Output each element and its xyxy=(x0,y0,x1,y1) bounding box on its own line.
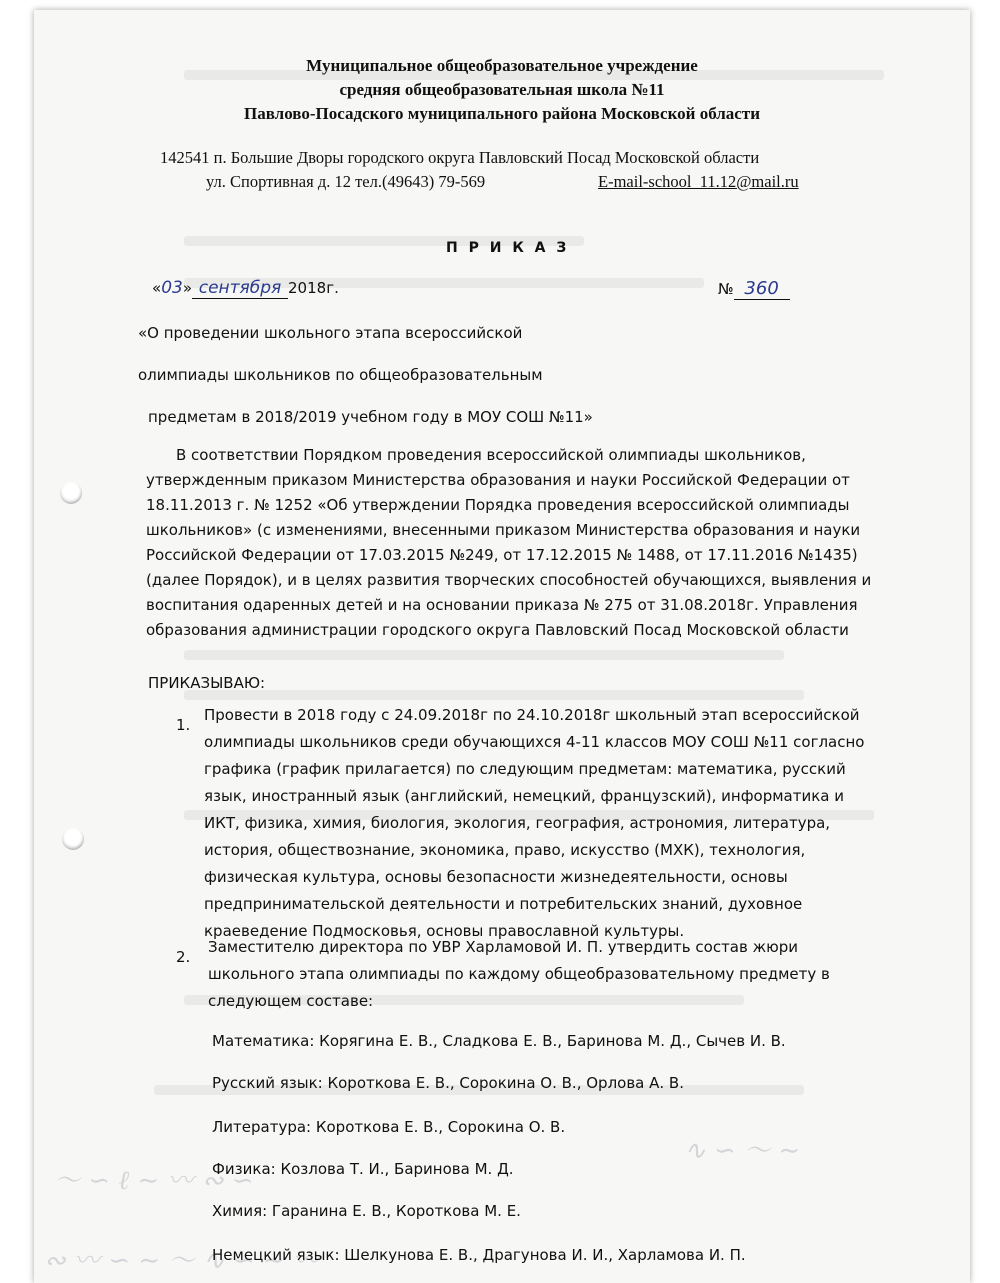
item-number: 1. xyxy=(176,716,191,734)
signature-bleed-through: ∿ ∽ 〜 ∼ xyxy=(684,1136,801,1166)
jury-chemistry: Химия: Гаранина Е. В., Короткова М. Е. xyxy=(212,1202,521,1220)
document-title: П Р И К А З xyxy=(446,240,570,256)
email-address: E-mail-school_11.12@mail.ru xyxy=(598,172,799,191)
preamble-line: образования администрации городского округа Павловский Посад Московской области xyxy=(146,621,849,639)
date-year: 2018г. xyxy=(288,279,339,297)
item-1-line: физическая культура, основы безопасности жизнедеятельности, основы xyxy=(204,868,788,886)
jury-german: Немецкий язык: Шелкунова Е. В., Драгунова И. И., Харламова И. П. xyxy=(212,1246,746,1264)
school-name-line-1: Муниципальное общеобразовательное учреждение xyxy=(306,56,698,75)
school-name-line-2: средняя общеобразовательная школа №11 xyxy=(339,80,665,99)
jury-physics: Физика: Козлова Т. И., Баринова М. Д. xyxy=(212,1160,514,1178)
handwritten-day: 03 xyxy=(161,278,183,298)
signature-bleed-through: 〜 ∽ ℓ ∼ 〰 ∾ ∽ xyxy=(54,1166,254,1196)
order-word: ПРИКАЗЫВАЮ: xyxy=(148,674,266,692)
preamble-line: (далее Порядок), и в целях развития творческих способностей обучающихся, выявления и xyxy=(146,571,872,589)
preamble-line: 18.11.2013 г. № 1252 «Об утверждении Порядка проведения всероссийской олимпиады xyxy=(146,496,850,514)
subject-line-2: олимпиады школьников по общеобразовательным xyxy=(138,366,543,384)
item-number: 2. xyxy=(176,948,191,966)
show-through-mark xyxy=(184,650,784,660)
signature-bleed-through: ∾ 〰 ∽ ∼ 〜 ∿ ∽ ∼ 〰 xyxy=(44,1246,319,1276)
handwritten-number: 360 xyxy=(734,278,790,300)
jury-literature: Литература: Короткова Е. В., Сорокина О. В. xyxy=(212,1118,566,1136)
item-1-line: ИКТ, физика, химия, биология, экология, география, астрономия, литература, xyxy=(204,814,831,832)
subject-line-3: предметам в 2018/2019 учебном году в МОУ СОШ №11» xyxy=(148,408,593,426)
item-2-line: Заместителю директора по УВР Харламовой И. П. утвердить состав жюри xyxy=(208,938,799,956)
date-quote-close: » xyxy=(182,279,193,297)
preamble-line: школьников» (с изменениями, внесенными приказом Министерства образования и науки xyxy=(146,521,861,539)
order-date xyxy=(152,278,339,299)
preamble-line: Российской Федерации от 17.03.2015 №249, от 17.12.2015 № 1488, от 17.11.2016 №1435) xyxy=(146,546,858,564)
item-1-line: графика (график прилагается) по следующим предметам: математика, русский xyxy=(204,760,846,778)
handwritten-month: сентября xyxy=(192,278,288,299)
school-name-line-3: Павлово-Посадского муниципального района Московской области xyxy=(244,104,760,123)
show-through-mark xyxy=(184,690,804,700)
item-1-line: олимпиады школьников среди обучающихся 4-11 классов МОУ СОШ №11 согласно xyxy=(204,733,865,751)
address-line-2: ул. Спортивная д. 12 тел.(49643) 79-569 xyxy=(206,172,486,191)
item-1-line: язык, иностранный язык (английский, немецкий, французский), информатика и xyxy=(204,787,844,805)
punch-hole xyxy=(62,828,84,850)
punch-hole xyxy=(60,482,82,504)
number-label: № xyxy=(718,280,734,298)
item-1-line: краеведение Подмосковья, основы православной культуры. xyxy=(204,922,685,940)
preamble-line: утвержденным приказом Министерства образования и науки Российской Федерации от xyxy=(146,471,850,489)
jury-russian: Русский язык: Короткова Е. В., Сорокина О. В., Орлова А. В. xyxy=(212,1074,684,1092)
preamble-line: воспитания одаренных детей и на основании приказа № 275 от 31.08.2018г. Управления xyxy=(146,596,858,614)
item-1-line: история, обществознание, экономика, право, искусство (МХК), технология, xyxy=(204,841,806,859)
subject-line-1: «О проведении школьного этапа всероссийской xyxy=(138,324,523,342)
jury-mathematics: Математика: Корягина Е. В., Сладкова Е. В., Баринова М. Д., Сычев И. В. xyxy=(212,1032,786,1050)
item-1-line: Провести в 2018 году с 24.09.2018г по 24.10.2018г школьный этап всероссийской xyxy=(204,706,860,724)
item-2-line: школьного этапа олимпиады по каждому общеобразовательному предмету в xyxy=(208,965,830,983)
document-page xyxy=(34,10,970,1283)
item-2-line: следующем составе: xyxy=(208,992,374,1010)
address-line-1: 142541 п. Большие Дворы городского округа Павловский Посад Московской области xyxy=(160,148,760,167)
date-quote-open: « xyxy=(152,279,162,297)
preamble-line: В соответствии Порядком проведения всероссийской олимпиады школьников, xyxy=(176,446,806,464)
order-number xyxy=(718,278,790,300)
item-1-line: предпринимательской деятельности и потребительских знаний, духовное xyxy=(204,895,803,913)
